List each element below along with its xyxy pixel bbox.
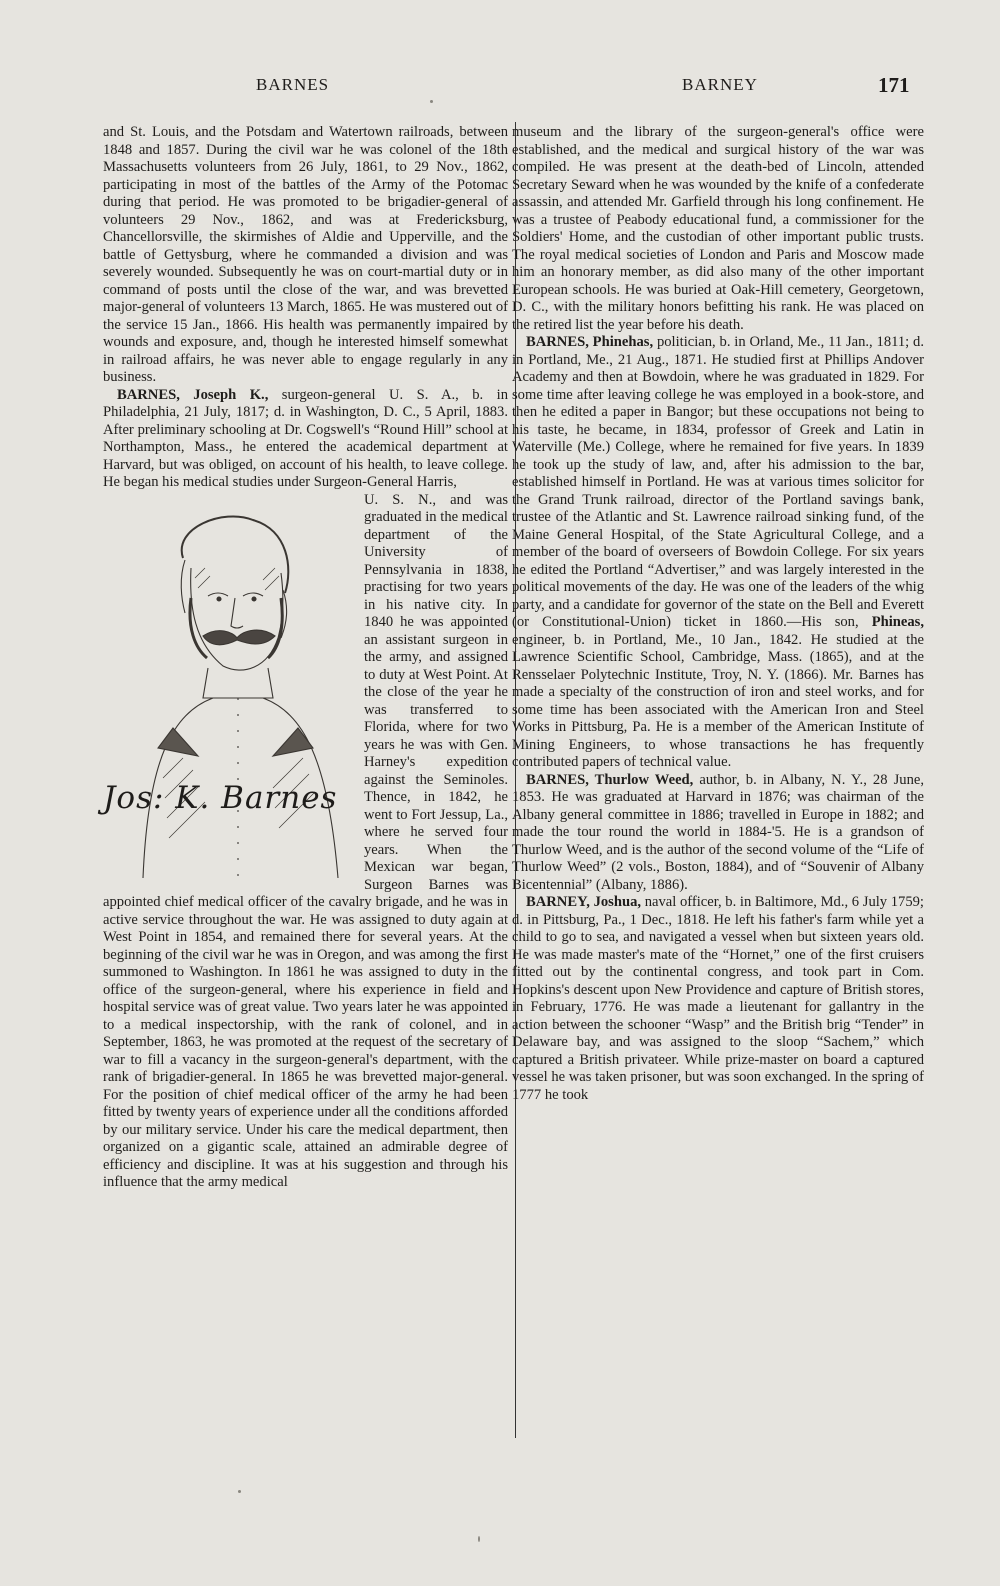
entry-thurlow-weed-barnes bbox=[512, 772, 924, 895]
paper-speck bbox=[478, 1536, 480, 1542]
entry-text: engineer, b. in Portland, Me., 10 Jan., 1842. He studied at the Lawrence Scientific School, Cambridge, Mass. (1865), and at the Rensselaer Polytechnic Institute, Troy, N. Y. (1866). Mr. Barnes has made a specialty of the construction of iron and steel works, and for some time has been associated with the American Iron and Steel Works in Pittsburg, Pa. He is a member of the American Institute of Mining Engineers, to whose transactions he has frequently contributed papers of technical value. bbox=[512, 631, 924, 770]
paper-speck bbox=[238, 1490, 241, 1493]
entry-headword: BARNES, Thurlow Weed, bbox=[526, 771, 694, 788]
portrait-engraving bbox=[103, 498, 358, 878]
entry-text-continued: U. S. N., and was graduated in the medical department of the University of Pennsylvania in 1838, practising for two years in his native city. In 1840 he was appointed an assistant surgeon in the army, and assigned to duty at West Point. At the close of the year he was transferred to Florida, where for two years he was with Gen. Harney's expedition against the Seminoles. Thence, in 1842, he went to Fort Jessup, La., where he served four years. When the Mexican war began, Surgeon Barnes was appointed chief medical officer of the cavalry brigade, and he was in active service throughout the war. He was assigned to duty again at West Point in 1854, and remained there for several years. At the beginning of the civil war he was in Oregon, and was among the first summoned to Washington. In 1861 he was assigned to duty in the office of the surgeon-general, where his experience in field and hospital service was of great value. Two years later he was appointed to a medical inspectorship, with the rank of colonel, and in September, 1863, he was promoted at the request of the secretary of war to fill a vacancy in the surgeon-general's department, with the rank of brigadier-general. In 1865 he was brevetted major-general. For the position of chief medical officer of the army he had been fitted by twenty years of experience under all the conditions afforded by our military service. Under his care the medical department, then organized on a gigantic scale, attained an admirable degree of efficiency and discipline. It was at his suggestion and through his influence that the army medical bbox=[103, 491, 508, 1190]
entry-text-lead: surgeon-general U. S. A., b. in Philadelphia, 21 July, 1817; d. in Washington, D. C., 5 April, 1883. After preliminary schooling at Dr. Cogswell's “Round Hill” school at Northampton, Mass., he entered the academical department at Harvard, but was obliged, on account of his health, to leave college. He began his medical studies under Surgeon-General Harris, bbox=[103, 386, 508, 490]
entry-headword: BARNES, Phinehas, bbox=[526, 334, 654, 350]
entry-joshua-barney bbox=[512, 894, 924, 1104]
entry-joseph-k-barnes bbox=[103, 387, 508, 492]
portrait-illustration bbox=[103, 498, 358, 878]
entry-text: author, b. in Albany, N. Y., 28 June, 1853. He was graduated at Harvard in 1876; was chairman of the Albany general committee in 1886; travelled in Europe in 1882; and made the tour round the world in 1884-'5. He is a grandson of Thurlow Weed, and is the author of the second volume of the “Life of Thurlow Weed” (2 vols., Boston, 1884), and of “Souvenir of Albany Bicentennial” (Albany, 1886). bbox=[512, 771, 924, 893]
running-head-left: BARNES bbox=[256, 75, 330, 94]
entry-continuation: and St. Louis, and the Potsdam and Watertown railroads, between 1848 and 1857. During the civil war he was colonel of the 18th Massachusetts volunteers from 26 July, 1861, to 29 Nov., 1862, participating in most of the battles of the Army of the Potomac during that period. He was promoted to be brigadier-general of volunteers 29 Nov., 1862, and was at Fredericksburg, Chancellorsville, the skirmishes of Aldie and Upperville, and the battle of Gettysburg, where he commanded a division and was severely wounded. Subsequently he was on court-martial duty or in command of posts until the close of the war, and was brevetted major-general of volunteers 13 March, 1865. He was mustered out of the service 15 Jan., 1866. His health was permanently impaired by wounds and exposure, and, though he interested himself somewhat in railroad affairs, he was never able to engage regularly in any business. bbox=[103, 124, 508, 385]
entry-text: politician, b. in Orland, Me., 11 Jan., 1811; d. in Portland, Me., 21 Aug., 1871. He studied first at Phillips Andover Academy and then at Bowdoin, where he was graduated in 1829. For some time after leaving college he was employed in a book-store, and then he edited a paper in Bangor; but these occupations not being to his taste, he became, in 1834, professor of Greek and Latin in Waterville (Me.) College, where he remained for five years. In 1839 he took up the study of law, and, after his admission to the bar, established himself in Portland. He was at various times solicitor for the Grand Trunk railroad, director of the Portland savings bank, trustee of the Atlantic and St. Lawrence railroad sinking fund, of the Maine General Hospital, of the State Agricultural College, and a member of the board of overseers of Bowdoin College. For six years he edited the Portland “Advertiser,” and was largely interested in the political movements of the day. He was one of the leaders of the whig party, and a candidate for governor of the state on the Bell and Everett (or Constitutional-Union) ticket in 1860.—His son, bbox=[512, 334, 924, 630]
entry-phinehas-barnes bbox=[512, 334, 924, 772]
entry-headword: BARNES, Joseph K., bbox=[117, 386, 269, 403]
left-column bbox=[103, 124, 508, 1192]
entry-continuation-right: museum and the library of the surgeon-general's office were established, and the medical and surgical history of the war was compiled. He was present at the death-bed of Lincoln, attended Secretary Seward when he was wounded by the knife of a confederate assassin, and attended Mr. Garfield through his long confinement. He was a trustee of Peabody educational fund, a commissioner for the Soldiers' Home, and the custodian of other important public trusts. The royal medical societies of London and Paris and Moscow made him an honorary member, as did also many of the other important European schools. He was buried at Oak-Hill cemetery, Georgetown, D. C., with the military honors befitting his rank. He was placed on the retired list the year before his death. bbox=[512, 124, 924, 333]
entry-headword: BARNEY, Joshua, bbox=[526, 894, 642, 910]
right-column bbox=[512, 124, 924, 1104]
entry-text: naval officer, b. in Baltimore, Md., 6 July 1759; d. in Pittsburg, Pa., 1 Dec., 1818. He left his father's farm while yet a child to go to sea, and navigated a vessel when but sixteen years old. He was made master's mate of the “Hornet,” one of the first cruisers fitted out by the continental congress, and took part in Com. Hopkins's descent upon New Providence and capture of British stores, in February, 1776. He was made a lieutenant for gallantry in the action between the schooner “Wasp” and the British brig “Tender” in Delaware bay, and was assigned to the sloop “Sachem,” which captured a British privateer. While prize-master on board a captured vessel he was taken prisoner, but was soon exchanged. In the spring of 1777 he took bbox=[512, 894, 924, 1103]
running-head-center: BARNEY bbox=[682, 75, 758, 94]
page-number: 171 bbox=[878, 73, 910, 97]
sub-headword: Phineas, bbox=[871, 614, 924, 630]
paper-speck bbox=[430, 100, 433, 103]
signature: Jos: K. Barnes bbox=[103, 779, 338, 816]
